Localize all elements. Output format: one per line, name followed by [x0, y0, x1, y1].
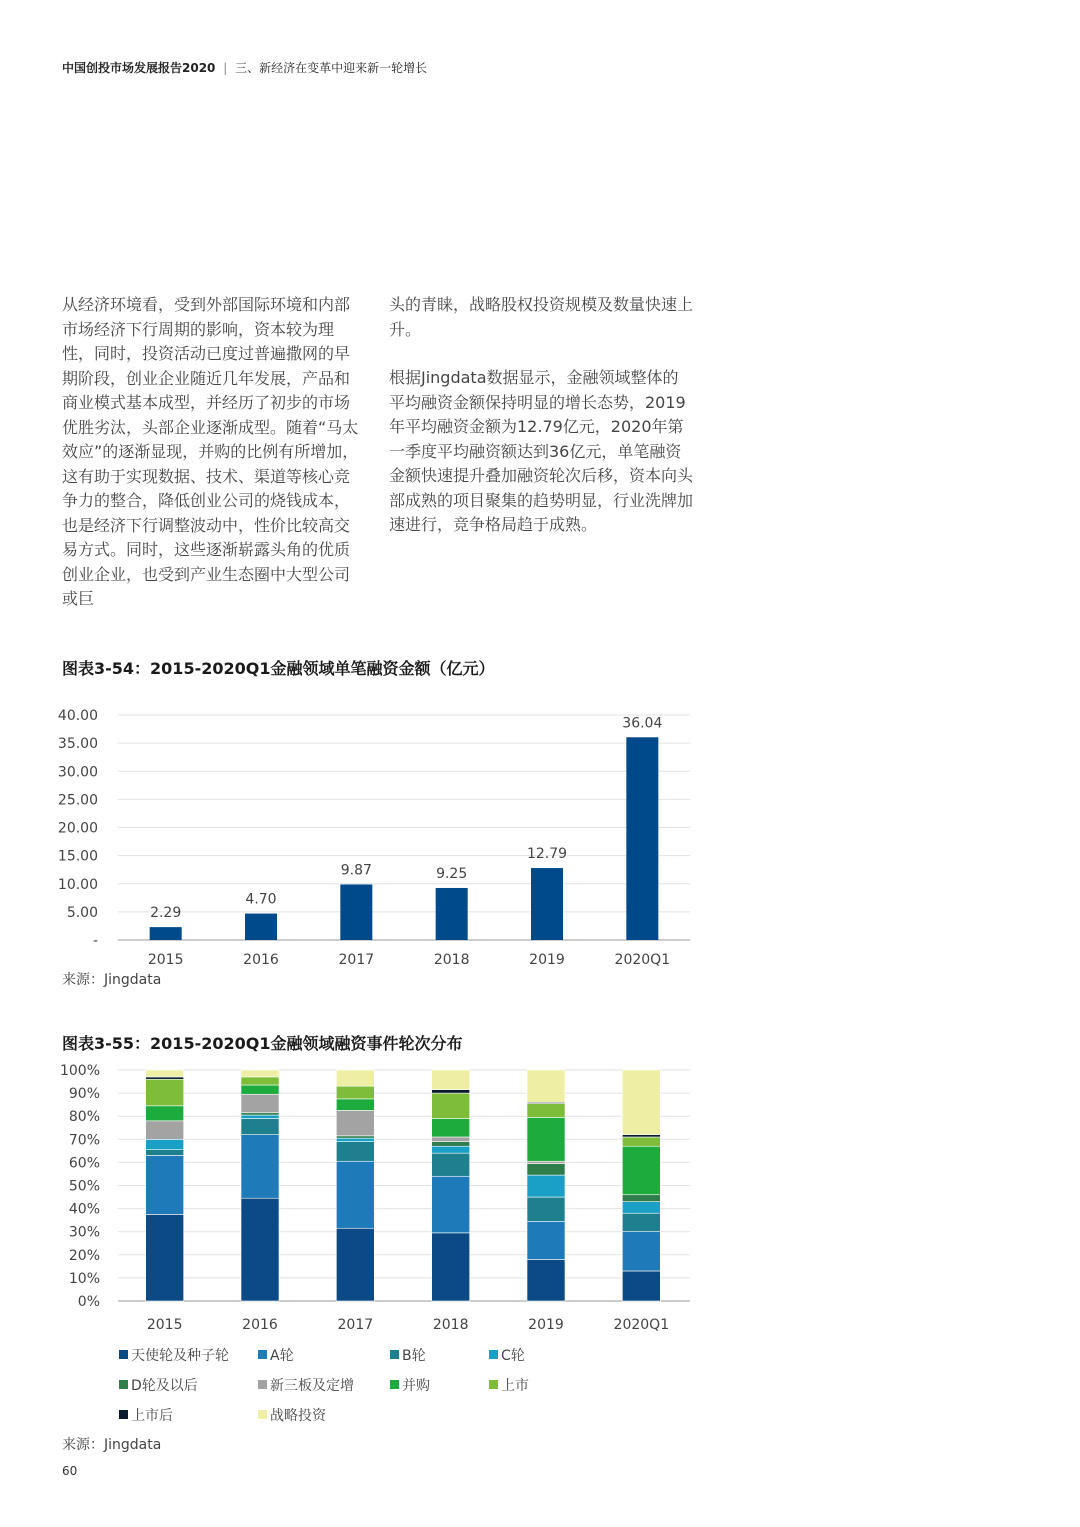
chart1-xtick-label: 2017 — [338, 952, 375, 968]
chart2-segment-2020Q1 — [622, 1070, 660, 1135]
chart1-ytick-label: 20.00 — [57, 820, 98, 837]
chart2-segment-2018 — [432, 1176, 470, 1233]
chart1-ytick-label: 25.00 — [57, 792, 98, 809]
chart2-segment-2017 — [336, 1142, 374, 1162]
chart1-bar-2020Q1 — [626, 737, 658, 940]
chart2-segment-2019 — [527, 1197, 565, 1221]
chart1-bar-2019 — [531, 868, 563, 940]
left-column — [62, 293, 360, 612]
chart2-legend-label: 新三板及定增 — [270, 1378, 354, 1394]
chart2-ytick-label: 50% — [68, 1178, 100, 1195]
chart2-ytick-label: 70% — [68, 1132, 100, 1149]
chart2-segment-2016 — [241, 1115, 279, 1118]
right-column — [389, 293, 694, 538]
chart2-segment-2018 — [432, 1093, 470, 1118]
chart2-segment-2018 — [432, 1070, 470, 1090]
chart2-segment-2020Q1 — [622, 1202, 660, 1214]
chart2-segment-2020Q1 — [622, 1135, 660, 1137]
chart2-segment-2016 — [241, 1198, 279, 1301]
chart2-segment-2017 — [336, 1138, 374, 1141]
chart2-segment-2015 — [146, 1079, 184, 1106]
page-number: 60 — [62, 1464, 78, 1478]
chart2-xtick-label: 2017 — [337, 1317, 374, 1333]
chart1-ytick-label: 40.00 — [57, 708, 98, 724]
chart2-segment-2015 — [146, 1070, 184, 1077]
report-title: 中国创投市场发展报告2020 — [62, 61, 216, 75]
chart1-bar-2016 — [245, 914, 277, 940]
chart1-title: 图表3-54：2015-2020Q1金融领域单笔融资金额（亿元） — [62, 659, 495, 678]
chart2-legend-label: D轮及以后 — [131, 1378, 198, 1394]
chart2-xtick-label: 2015 — [146, 1317, 183, 1333]
chart2-legend-label: 上市后 — [131, 1408, 173, 1424]
section-title: 三、新经济在变革中迎来新一轮增长 — [235, 61, 428, 75]
chart2-stacked-bar-chart — [0, 1060, 1080, 1435]
chart2-segment-2019 — [527, 1164, 565, 1176]
chart2-legend-label: B轮 — [402, 1348, 426, 1364]
chart2-legend-swatch — [258, 1410, 267, 1419]
header-separator: | — [223, 61, 228, 75]
chart2-segment-2017 — [336, 1136, 374, 1138]
chart2-segment-2016 — [241, 1085, 279, 1094]
chart2-legend-swatch — [258, 1350, 267, 1359]
chart1-data-label: 12.79 — [526, 846, 568, 863]
chart2-segment-2015 — [146, 1106, 184, 1121]
chart2-segment-2015 — [146, 1139, 184, 1149]
chart2-segment-2016 — [241, 1077, 279, 1085]
chart1-xtick-label: 2020Q1 — [614, 952, 671, 968]
chart2-segment-2016 — [241, 1070, 279, 1077]
chart2-segment-2016 — [241, 1119, 279, 1135]
chart1-ytick-label: 10.00 — [57, 876, 98, 893]
chart2-ytick-label: 10% — [68, 1270, 100, 1287]
chart2-segment-2016 — [241, 1135, 279, 1199]
chart2-segment-2020Q1 — [622, 1146, 660, 1195]
chart1-ytick-label: 15.00 — [57, 848, 98, 865]
chart2-ytick-label: 20% — [68, 1247, 100, 1264]
chart2-ytick-label: 0% — [77, 1294, 100, 1310]
chart2-segment-2019 — [527, 1117, 565, 1161]
chart2-segment-2019 — [527, 1161, 565, 1163]
chart2-xtick-label: 2018 — [432, 1317, 469, 1333]
chart2-ytick-label: 90% — [68, 1086, 100, 1103]
chart2-segment-2018 — [432, 1142, 470, 1147]
chart2-xtick-label: 2020Q1 — [613, 1317, 670, 1333]
chart1-ytick-label: 35.00 — [57, 736, 98, 753]
chart2-segment-2018 — [432, 1137, 470, 1142]
chart2-segment-2015 — [146, 1150, 184, 1156]
chart1-data-label: 9.87 — [340, 862, 372, 879]
chart2-legend-swatch — [119, 1380, 128, 1389]
chart1-ytick-label: 30.00 — [57, 764, 98, 781]
chart1-xtick-label: 2018 — [433, 952, 470, 968]
chart2-segment-2017 — [336, 1086, 374, 1099]
chart1-ytick-label: 5.00 — [66, 904, 98, 921]
chart2-segment-2019 — [527, 1221, 565, 1259]
chart2-segment-2018 — [432, 1119, 470, 1137]
chart2-ytick-label: 80% — [68, 1109, 100, 1126]
chart1-bar-chart — [0, 700, 1080, 970]
chart1-xtick-label: 2019 — [529, 952, 565, 968]
chart2-ytick-label: 100% — [59, 1063, 100, 1079]
chart2-segment-2017 — [336, 1099, 374, 1111]
chart2-legend-label: 上市 — [501, 1378, 529, 1394]
chart1-ytick-label: - — [92, 933, 98, 949]
chart1-data-label: 2.29 — [150, 905, 182, 922]
chart2-legend-label: A轮 — [270, 1348, 294, 1364]
chart2-segment-2017 — [336, 1070, 374, 1086]
chart2-ytick-label: 30% — [68, 1224, 100, 1241]
chart1-data-label: 4.70 — [245, 891, 277, 908]
chart2-segment-2017 — [336, 1110, 374, 1135]
chart2-title: 图表3-55：2015-2020Q1金融领域融资事件轮次分布 — [62, 1034, 463, 1053]
chart2-segment-2019 — [527, 1070, 565, 1102]
chart1-bar-2015 — [150, 927, 182, 940]
chart2-segment-2015 — [146, 1121, 184, 1139]
chart2-segment-2020Q1 — [622, 1195, 660, 1202]
page-header — [62, 59, 427, 76]
chart2-legend-swatch — [489, 1350, 498, 1359]
chart2-segment-2020Q1 — [622, 1232, 660, 1271]
right-paragraph-1: 头的青睐，战略股权投资规模及数量快速上升。 — [389, 295, 694, 339]
chart2-segment-2015 — [146, 1155, 184, 1214]
chart2-segment-2016 — [241, 1094, 279, 1112]
chart2-segment-2018 — [432, 1233, 470, 1301]
chart2-segment-2020Q1 — [622, 1271, 660, 1301]
chart2-segment-2018 — [432, 1090, 470, 1093]
chart2-segment-2019 — [527, 1103, 565, 1117]
chart2-segment-2019 — [527, 1175, 565, 1197]
chart2-legend-swatch — [119, 1350, 128, 1359]
chart2-xtick-label: 2019 — [528, 1317, 564, 1333]
chart2-segment-2018 — [432, 1153, 470, 1176]
chart1-data-label: 36.04 — [622, 715, 663, 732]
chart2-legend-swatch — [390, 1350, 399, 1359]
chart2-legend-swatch — [258, 1380, 267, 1389]
chart2-segment-2017 — [336, 1228, 374, 1301]
chart2-legend-label: C轮 — [501, 1348, 525, 1364]
chart2-legend-swatch — [390, 1380, 399, 1389]
chart2-segment-2016 — [241, 1113, 279, 1115]
chart2-segment-2020Q1 — [622, 1137, 660, 1146]
chart2-source: 来源：Jingdata — [62, 1437, 162, 1453]
chart2-segment-2019 — [527, 1259, 565, 1301]
chart2-segment-2015 — [146, 1077, 184, 1079]
chart2-segment-2018 — [432, 1146, 470, 1153]
chart2-legend-label: 天使轮及种子轮 — [131, 1348, 229, 1364]
chart2-segment-2020Q1 — [622, 1213, 660, 1231]
right-paragraph-2: 根据Jingdata数据显示，金融领域整体的平均融资金额保持明显的增长态势，2019年平均融资金额为12.79亿元，2020年第一季度平均融资额达到36亿元，单笔融资金额快速提升叠加融资轮次后移，资本向头部成熟的项目聚集的趋势明显，行业洗牌加速进行，竞争格局趋于成熟。 — [389, 368, 694, 534]
chart1-source: 来源：Jingdata — [62, 972, 162, 988]
chart2-segment-2015 — [146, 1214, 184, 1301]
chart2-ytick-label: 60% — [68, 1155, 100, 1172]
chart1-bar-2018 — [436, 888, 468, 940]
chart2-xtick-label: 2016 — [242, 1317, 278, 1333]
chart1-xtick-label: 2015 — [147, 952, 184, 968]
chart2-legend-swatch — [489, 1380, 498, 1389]
chart2-legend-label: 并购 — [402, 1378, 430, 1394]
chart2-ytick-label: 40% — [68, 1201, 100, 1218]
chart2-legend-swatch — [119, 1410, 128, 1419]
chart2-segment-2017 — [336, 1161, 374, 1228]
left-paragraph: 从经济环境看，受到外部国际环境和内部市场经济下行周期的影响，资本较为理性，同时，投资活动已度过普遍撒网的早期阶段，创业企业随近几年发展，产品和商业模式基本成型，并经历了初步的市场优胜劣汰，头部企业逐渐成型。随着“马太效应”的逐渐显现，并购的比例有所增加，这有助于实现数据、技术、渠道等核心竞争力的整合，降低创业公司的烧钱成本，也是经济下行调整波动中，性价比较高交易方式。同时，这些逐渐崭露头角的优质创业企业，也受到产业生态圈中大型公司或巨 — [62, 295, 359, 608]
chart1-data-label: 9.25 — [436, 865, 468, 882]
chart1-bar-2017 — [340, 884, 372, 940]
chart2-legend-label: 战略投资 — [270, 1408, 326, 1424]
chart1-xtick-label: 2016 — [243, 952, 279, 968]
